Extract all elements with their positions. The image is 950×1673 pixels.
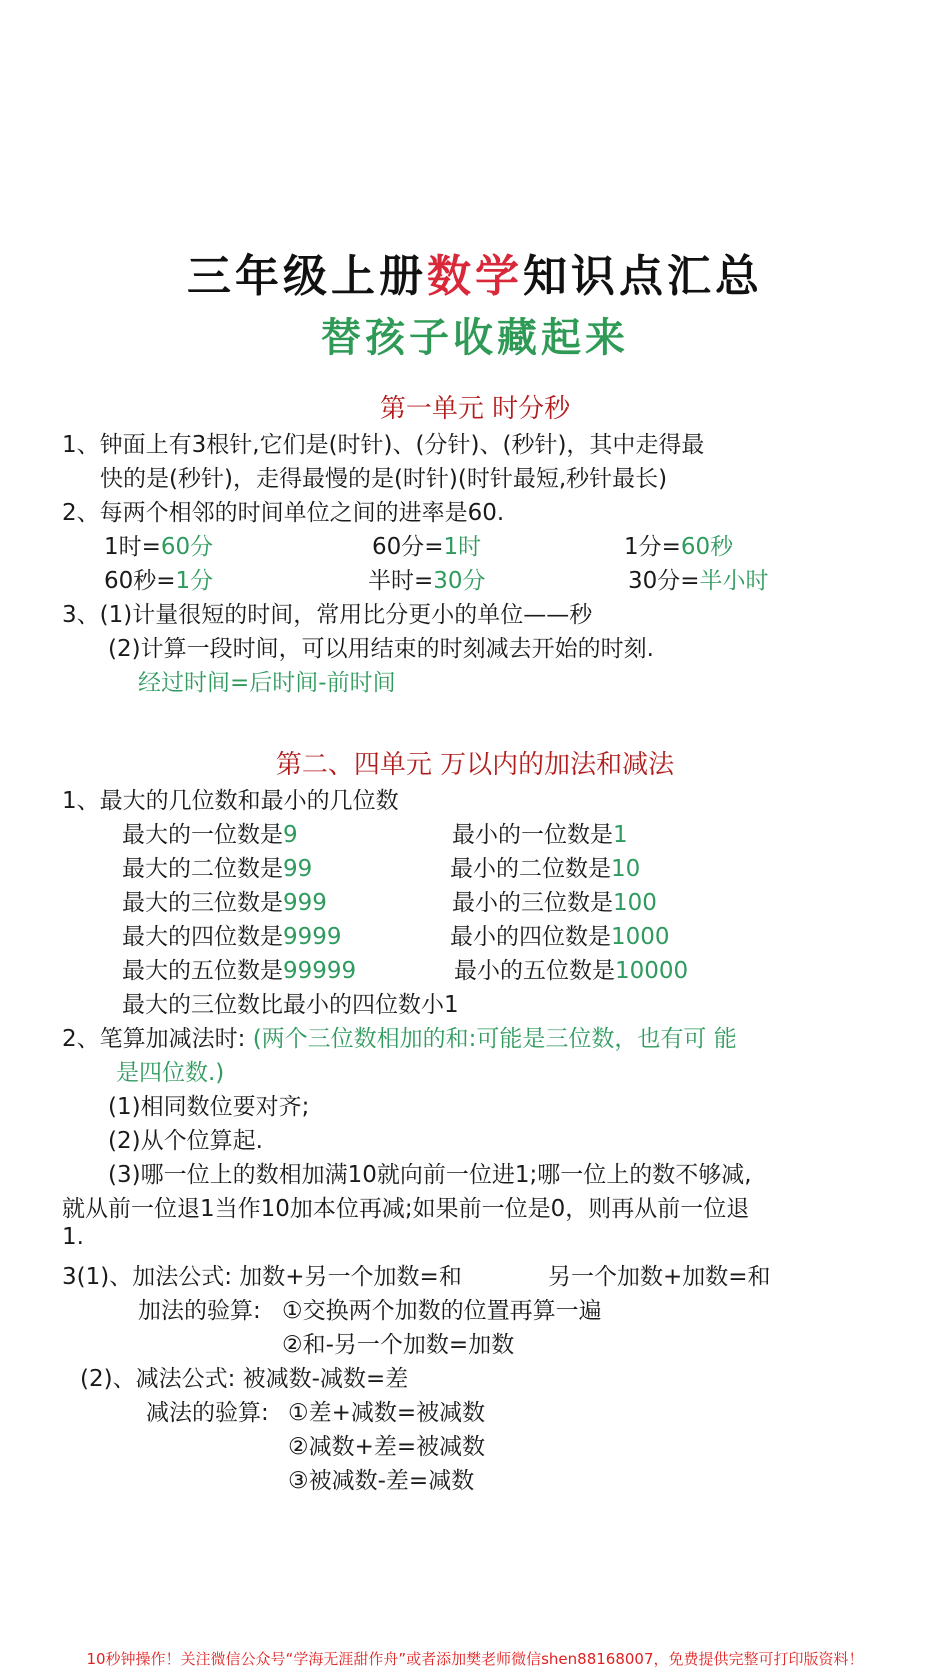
- main-title: [0, 240, 950, 304]
- conversion-5: 半时=30分: [368, 568, 486, 594]
- max-digit-row-3: 最大的三位数是999: [122, 890, 327, 916]
- rule-1: (1)相同数位要对齐;: [108, 1094, 310, 1120]
- conversion-4: 60秒=1分: [104, 568, 214, 594]
- sub-formula: (2)、减法公式: 被减数-减数=差: [80, 1366, 409, 1392]
- sub-check-1: ①差+减数=被减数: [288, 1400, 486, 1426]
- unit2-item2-line2: 是四位数.): [116, 1060, 225, 1086]
- add-check-2: ②和-另一个加数=加数: [282, 1332, 515, 1358]
- max-min-compare: 最大的三位数比最小的四位数小1: [122, 992, 459, 1018]
- unit1-item3-formula: 经过时间=后时间-前时间: [138, 670, 396, 696]
- rule-3-line2: 就从前一位退1当作10加本位再减;如果前一位是0，则再从前一位退: [62, 1196, 750, 1222]
- add-formula-1: 3(1)、加法公式: 加数+另一个加数=和: [62, 1264, 462, 1290]
- rule-3-line3: 1.: [62, 1224, 84, 1250]
- unit1-item1-line2: 快的是(秒针)，走得最慢的是(时针)(时针最短,秒针最长): [100, 466, 668, 492]
- unit1-item3-line1: 3、(1)计量很短的时间，常用比分更小的单位——秒: [62, 602, 593, 628]
- unit1-heading: 第一单元 时分秒: [379, 394, 571, 424]
- unit2-heading: 第二、四单元 万以内的加法和减法: [275, 750, 675, 780]
- add-formula-2: 另一个加数+加数=和: [548, 1264, 771, 1290]
- max-digit-row-2: 最大的二位数是99: [122, 856, 313, 882]
- conversion-3: 1分=60秒: [624, 534, 734, 560]
- sub-check-2: ②减数+差=被减数: [288, 1434, 486, 1460]
- min-digit-row-5: 最小的五位数是10000: [454, 958, 689, 984]
- footer-promo-text: 10秒钟操作！关注微信公众号“学海无涯甜作舟”或者添加樊老师微信shen88168007，免费提供完整可打印版资料！: [86, 1650, 864, 1668]
- max-digit-row-5: 最大的五位数是99999: [122, 958, 357, 984]
- title-highlight: 数学: [427, 251, 523, 302]
- rule-2: (2)从个位算起.: [108, 1128, 263, 1154]
- unit1-item1-line1: 1、钟面上有3根针,它们是(时针)、(分针)、(秒针)，其中走得最: [62, 432, 705, 458]
- title-part2: 知识点汇总: [523, 251, 763, 302]
- title-part1: 三年级上册: [187, 251, 427, 302]
- min-digit-row-3: 最小的三位数是100: [452, 890, 657, 916]
- subtitle: 替孩子收藏起来: [321, 315, 629, 361]
- min-digit-row-2: 最小的二位数是10: [450, 856, 641, 882]
- unit1-item2: 2、每两个相邻的时间单位之间的进率是60.: [62, 500, 505, 526]
- max-digit-row-4: 最大的四位数是9999: [122, 924, 342, 950]
- add-check-label: 加法的验算:: [138, 1298, 261, 1324]
- max-digit-row-1: 最大的一位数是9: [122, 822, 298, 848]
- min-digit-row-1: 最小的一位数是1: [452, 822, 628, 848]
- conversion-6: 30分=半小时: [628, 568, 769, 594]
- unit2-item2-line1: 2、笔算加减法时: (两个三位数相加的和:可能是三位数，也有可 能: [62, 1026, 737, 1052]
- unit1-item3-line2: (2)计算一段时间，可以用结束的时刻减去开始的时刻.: [108, 636, 654, 662]
- min-digit-row-4: 最小的四位数是1000: [450, 924, 670, 950]
- sub-check-3: ③被减数-差=减数: [288, 1468, 475, 1494]
- add-check-1: ①交换两个加数的位置再算一遍: [282, 1298, 602, 1324]
- rule-3-line1: (3)哪一位上的数相加满10就向前一位进1;哪一位上的数不够减,: [108, 1162, 752, 1188]
- sub-check-label: 减法的验算:: [146, 1400, 269, 1426]
- conversion-2: 60分=1时: [372, 534, 482, 560]
- conversion-1: 1时=60分: [104, 534, 214, 560]
- unit2-item1: 1、最大的几位数和最小的几位数: [62, 788, 399, 814]
